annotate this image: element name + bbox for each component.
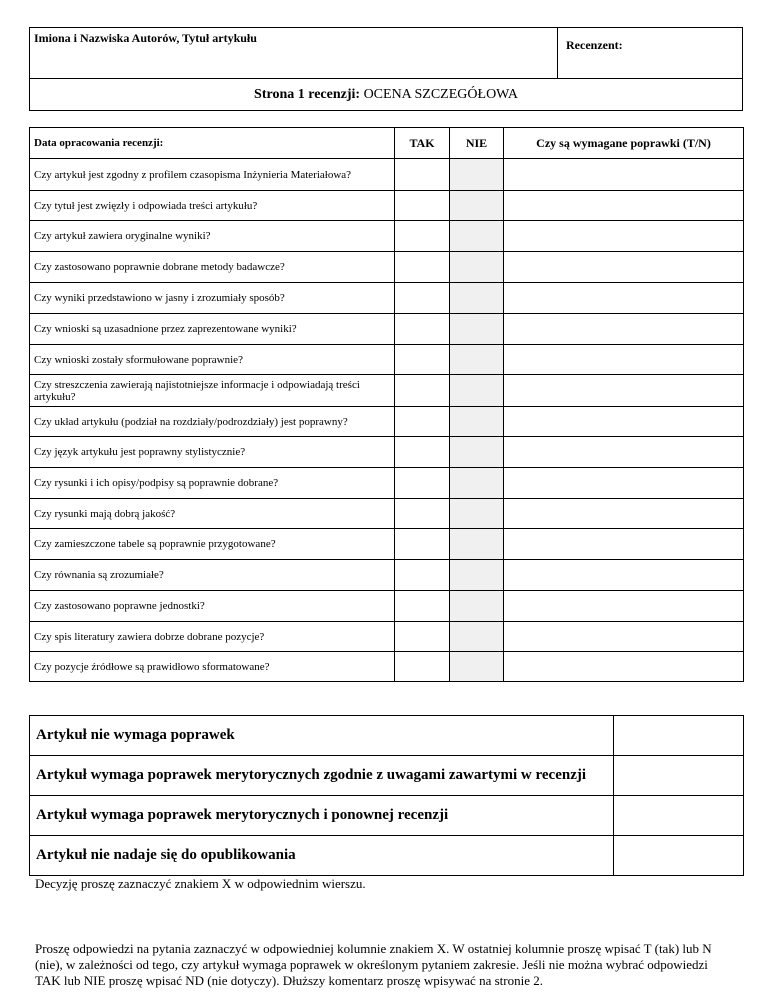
answer-yes-cell[interactable] <box>395 221 450 252</box>
answer-yes-cell[interactable] <box>395 375 450 407</box>
question-row <box>30 622 744 652</box>
review-header <box>29 27 743 111</box>
answer-no-cell[interactable] <box>450 345 504 375</box>
question-text: Czy artykuł zawiera oryginalne wyniki? <box>30 221 395 252</box>
decision-table <box>29 715 744 876</box>
answer-yes-cell[interactable] <box>395 560 450 591</box>
corrections-cell[interactable] <box>504 314 744 345</box>
answer-no-cell[interactable] <box>450 591 504 622</box>
question-text: Czy równania są zrozumiałe? <box>30 560 395 591</box>
answer-no-cell[interactable] <box>450 283 504 314</box>
question-row <box>30 437 744 468</box>
decision-label: Artykuł wymaga poprawek merytorycznych i ponownej recenzji <box>30 796 614 836</box>
answer-yes-cell[interactable] <box>395 252 450 283</box>
question-text: Czy rysunki mają dobrą jakość? <box>30 499 395 529</box>
answer-no-cell[interactable] <box>450 499 504 529</box>
answer-no-cell[interactable] <box>450 252 504 283</box>
answer-yes-cell[interactable] <box>395 407 450 437</box>
decision-row <box>30 716 744 756</box>
question-text: Czy tytuł jest zwięzły i odpowiada treści artykułu? <box>30 191 395 221</box>
decision-label: Artykuł nie nadaje się do opublikowania <box>30 836 614 876</box>
page-title <box>30 78 742 110</box>
answer-no-cell[interactable] <box>450 529 504 560</box>
answer-no-cell[interactable] <box>450 191 504 221</box>
answer-yes-cell[interactable] <box>395 652 450 682</box>
question-row <box>30 159 744 191</box>
question-row <box>30 652 744 682</box>
question-row <box>30 591 744 622</box>
question-row <box>30 283 744 314</box>
answer-no-cell[interactable] <box>450 652 504 682</box>
page-title-bold: Strona 1 recenzji: <box>254 87 361 102</box>
question-text: Czy wnioski zostały sformułowane poprawnie? <box>30 345 395 375</box>
answer-no-cell[interactable] <box>450 468 504 499</box>
answer-no-cell[interactable] <box>450 560 504 591</box>
col-no-header: NIE <box>450 128 504 159</box>
answer-no-cell[interactable] <box>450 314 504 345</box>
question-text: Czy streszczenia zawierają najistotniejsze informacje i odpowiadają treści artykułu? <box>30 375 395 407</box>
corrections-cell[interactable] <box>504 468 744 499</box>
decision-label: Artykuł nie wymaga poprawek <box>30 716 614 756</box>
question-row <box>30 345 744 375</box>
answer-no-cell[interactable] <box>450 407 504 437</box>
question-text: Czy układ artykułu (podział na rozdziały/podrozdziały) jest poprawny? <box>30 407 395 437</box>
question-row <box>30 191 744 221</box>
question-row <box>30 375 744 407</box>
corrections-cell[interactable] <box>504 591 744 622</box>
question-row <box>30 499 744 529</box>
question-text: Czy język artykułu jest poprawny stylistycznie? <box>30 437 395 468</box>
reviewer-label: Recenzent: <box>566 38 623 52</box>
answer-yes-cell[interactable] <box>395 591 450 622</box>
decision-label: Artykuł wymaga poprawek merytorycznych zgodnie z uwagami zawartymi w recenzji <box>30 756 614 796</box>
corrections-cell[interactable] <box>504 407 744 437</box>
question-row <box>30 560 744 591</box>
answer-no-cell[interactable] <box>450 622 504 652</box>
questions-table <box>29 127 744 682</box>
corrections-cell[interactable] <box>504 652 744 682</box>
answer-no-cell[interactable] <box>450 221 504 252</box>
question-row <box>30 252 744 283</box>
question-text: Czy zamieszczone tabele są poprawnie przygotowane? <box>30 529 395 560</box>
question-text: Czy spis literatury zawiera dobrze dobrane pozycje? <box>30 622 395 652</box>
reviewer-field[interactable] <box>558 28 742 78</box>
corrections-cell[interactable] <box>504 283 744 314</box>
question-text: Czy artykuł jest zgodny z profilem czasopisma Inżynieria Materiałowa? <box>30 159 395 191</box>
corrections-cell[interactable] <box>504 622 744 652</box>
authors-title-field[interactable] <box>30 28 558 78</box>
review-date-field[interactable] <box>30 128 395 159</box>
question-text: Czy zastosowano poprawnie dobrane metody badawcze? <box>30 252 395 283</box>
decision-row <box>30 796 744 836</box>
answer-yes-cell[interactable] <box>395 191 450 221</box>
instructions-note: Proszę odpowiedzi na pytania zaznaczyć w odpowiedniej kolumnie znakiem X. W ostatniej kolumnie proszę wpisać T (tak) lub N (nie), w zależności od tego, czy artykuł wymaga poprawek w określonym pytaniem zakresie. Jeśli nie można wybrać odpowiedzi TAK lub NIE proszę wpisać ND (nie dotyczy). Dłuższy komentarz proszę wpisywać na stronie 2. <box>35 941 712 988</box>
question-row <box>30 468 744 499</box>
answer-yes-cell[interactable] <box>395 529 450 560</box>
corrections-cell[interactable] <box>504 221 744 252</box>
decision-row <box>30 756 744 796</box>
question-row <box>30 314 744 345</box>
page-title-rest: OCENA SZCZEGÓŁOWA <box>360 87 518 102</box>
questions-header-row <box>30 128 744 159</box>
answer-yes-cell[interactable] <box>395 283 450 314</box>
question-text: Czy zastosowano poprawne jednostki? <box>30 591 395 622</box>
question-text: Czy wyniki przedstawiono w jasny i zrozumiały sposób? <box>30 283 395 314</box>
answer-yes-cell[interactable] <box>395 499 450 529</box>
answer-no-cell[interactable] <box>450 159 504 191</box>
col-corrections-header: Czy są wymagane poprawki (T/N) <box>504 128 744 159</box>
corrections-cell[interactable] <box>504 252 744 283</box>
answer-no-cell[interactable] <box>450 375 504 407</box>
decision-row <box>30 836 744 876</box>
corrections-cell[interactable] <box>504 560 744 591</box>
corrections-cell[interactable] <box>504 191 744 221</box>
answer-yes-cell[interactable] <box>395 468 450 499</box>
review-date-label: Data opracowania recenzji: <box>34 137 164 149</box>
question-row <box>30 529 744 560</box>
corrections-cell[interactable] <box>504 375 744 407</box>
answer-yes-cell[interactable] <box>395 622 450 652</box>
answer-yes-cell[interactable] <box>395 159 450 191</box>
answer-yes-cell[interactable] <box>395 345 450 375</box>
question-text: Czy rysunki i ich opisy/podpisy są poprawnie dobrane? <box>30 468 395 499</box>
question-row <box>30 407 744 437</box>
corrections-cell[interactable] <box>504 159 744 191</box>
decision-mark-cell[interactable] <box>614 836 744 876</box>
question-text: Czy pozycje źródłowe są prawidłowo sformatowane? <box>30 652 395 682</box>
decision-note: Decyzję proszę zaznaczyć znakiem X w odpowiednim wierszu. <box>35 876 366 891</box>
decision-mark-cell[interactable] <box>614 716 744 756</box>
col-yes-header: TAK <box>395 128 450 159</box>
question-row <box>30 221 744 252</box>
decision-mark-cell[interactable] <box>614 796 744 836</box>
corrections-cell[interactable] <box>504 345 744 375</box>
authors-title-label: Imiona i Nazwiska Autorów, Tytuł artykułu <box>34 31 257 45</box>
answer-yes-cell[interactable] <box>395 314 450 345</box>
answer-yes-cell[interactable] <box>395 437 450 468</box>
decision-mark-cell[interactable] <box>614 756 744 796</box>
corrections-cell[interactable] <box>504 499 744 529</box>
corrections-cell[interactable] <box>504 437 744 468</box>
answer-no-cell[interactable] <box>450 437 504 468</box>
question-text: Czy wnioski są uzasadnione przez zaprezentowane wyniki? <box>30 314 395 345</box>
corrections-cell[interactable] <box>504 529 744 560</box>
